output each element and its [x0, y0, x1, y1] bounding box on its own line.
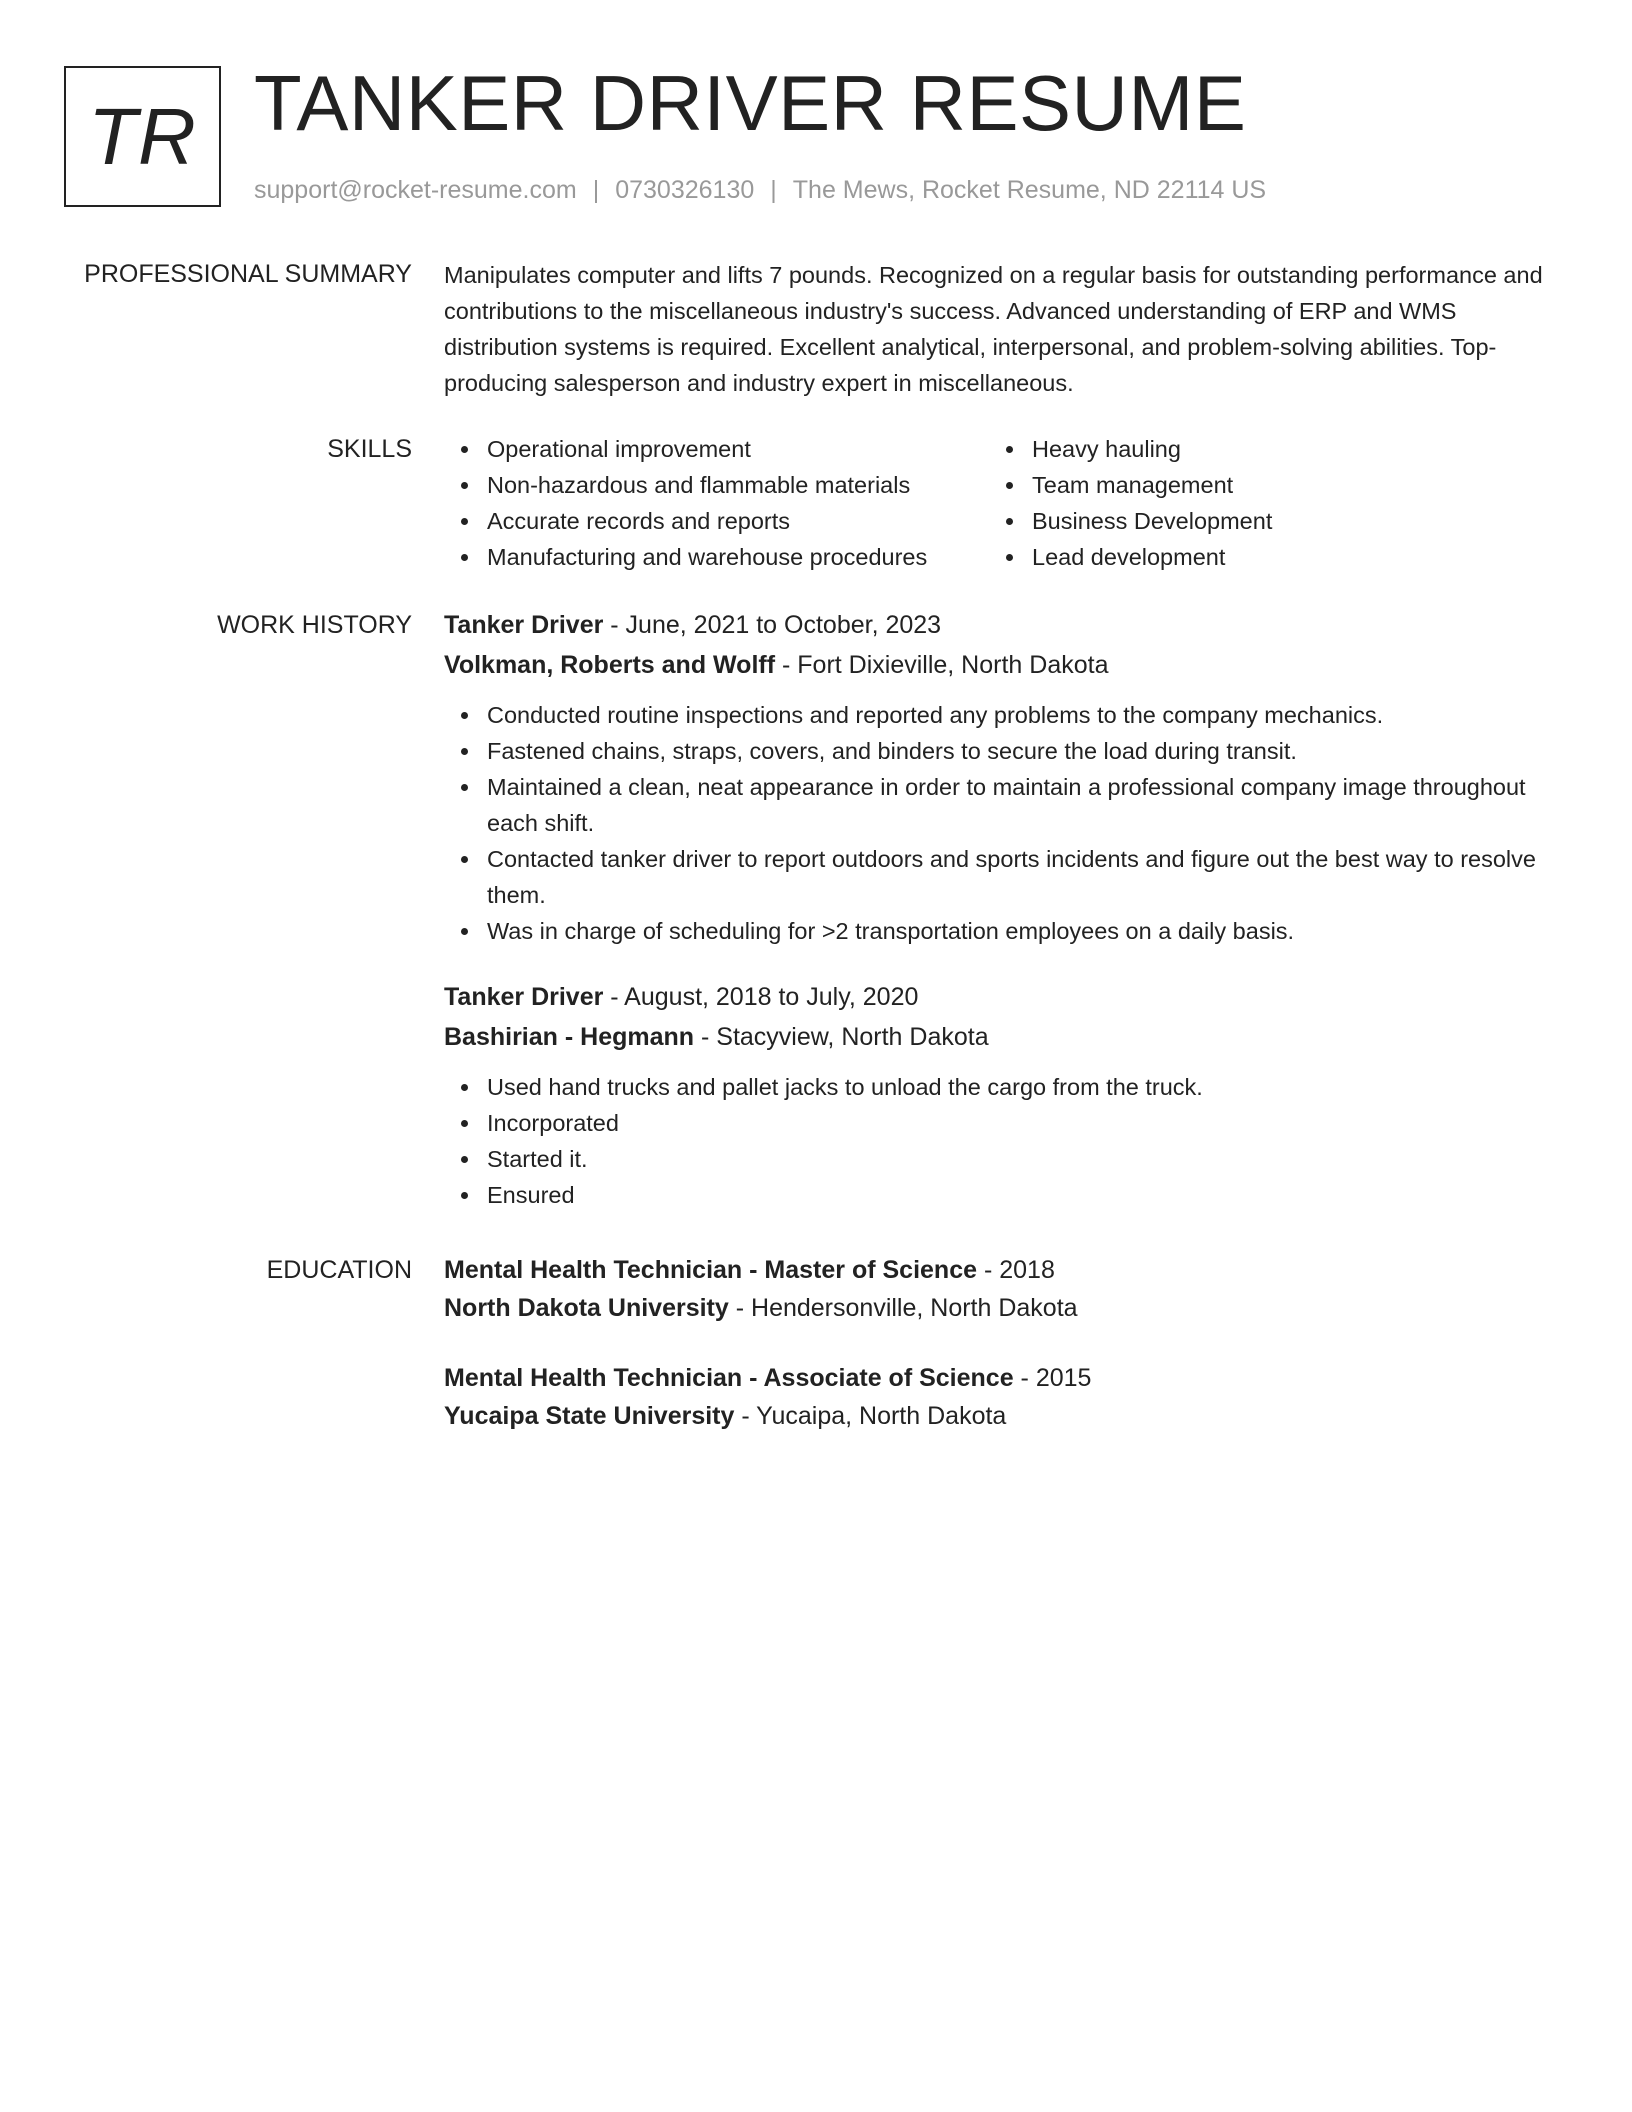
contact-line [254, 174, 1266, 206]
education-school: Yucaipa State University [444, 1402, 735, 1430]
work-history-section [444, 607, 1554, 1213]
education-school: North Dakota University [444, 1294, 729, 1322]
job-entry [444, 607, 1554, 949]
job-title-line [444, 607, 1554, 643]
education-entry [444, 1360, 1554, 1434]
contact-separator: | [592, 176, 600, 204]
section-label-skills: SKILLS [327, 435, 412, 463]
skills-list-left [444, 431, 989, 575]
education-location: - Hendersonville, North Dakota [728, 1294, 1078, 1322]
section-label-work-history: WORK HISTORY [217, 611, 412, 639]
skill-item: Heavy hauling [989, 431, 1489, 467]
skill-item: Operational improvement [444, 431, 989, 467]
summary-text: Manipulates computer and lifts 7 pounds. Recognized on a regular basis for outstanding performance and contributions to the miscellaneous industry's success. Advanced understanding of ERP and WMS distribution systems is required. Excellent analytical, interpersonal, and problem-solving abilities. Top-producing salesperson and industry expert in miscellaneous. [444, 262, 1543, 396]
job-duties-list [444, 1069, 1554, 1213]
job-title: Tanker Driver [444, 611, 604, 639]
education-year: - 2018 [977, 1256, 1055, 1284]
job-duties-list [444, 697, 1554, 949]
job-duty-item: Ensured [444, 1177, 1554, 1213]
resume-title: TANKER DRIVER RESUME [254, 59, 1247, 147]
education-entry [444, 1252, 1554, 1326]
skill-item: Manufacturing and warehouse procedures [444, 539, 989, 575]
education-section [444, 1252, 1554, 1434]
section-label-education: EDUCATION [266, 1256, 412, 1284]
job-location: - Stacyview, North Dakota [694, 1023, 989, 1051]
skill-item: Non-hazardous and flammable materials [444, 467, 989, 503]
job-location: - Fort Dixieville, North Dakota [775, 651, 1109, 679]
job-entry [444, 979, 1554, 1213]
skills-grid [444, 431, 1554, 575]
education-location: - Yucaipa, North Dakota [734, 1402, 1007, 1430]
job-duty-item: Conducted routine inspections and reported any problems to the company mechanics. [444, 697, 1554, 733]
contact-email: support@rocket-resume.com [254, 176, 577, 204]
summary-section [444, 257, 1554, 401]
education-degree: Mental Health Technician - Associate of Science [444, 1364, 1014, 1392]
education-degree-line [444, 1252, 1554, 1288]
monogram-box [64, 66, 221, 207]
job-duty-item: Started it. [444, 1141, 1554, 1177]
job-duty-item: Fastened chains, straps, covers, and binders to secure the load during transit. [444, 733, 1554, 769]
education-school-line [444, 1398, 1554, 1434]
education-degree-line [444, 1360, 1554, 1396]
job-duty-item: Was in charge of scheduling for >2 transportation employees on a daily basis. [444, 913, 1554, 949]
education-school-line [444, 1290, 1554, 1326]
contact-address: The Mews, Rocket Resume, ND 22114 US [792, 176, 1267, 204]
skill-item: Accurate records and reports [444, 503, 989, 539]
job-dates: - August, 2018 to July, 2020 [603, 983, 919, 1011]
monogram-text: TR [88, 91, 197, 181]
job-title-line [444, 979, 1554, 1015]
job-company-line [444, 647, 1554, 683]
skill-item: Business Development [989, 503, 1489, 539]
contact-phone: 0730326130 [615, 176, 755, 204]
section-label-summary: PROFESSIONAL SUMMARY [84, 260, 412, 288]
skills-section [444, 431, 1554, 575]
job-dates: - June, 2021 to October, 2023 [603, 611, 942, 639]
contact-separator: | [770, 176, 777, 204]
skill-item: Team management [989, 467, 1489, 503]
job-duty-item: Incorporated [444, 1105, 1554, 1141]
job-title: Tanker Driver [444, 983, 604, 1011]
job-duty-item: Used hand trucks and pallet jacks to unload the cargo from the truck. [444, 1069, 1554, 1105]
education-degree: Mental Health Technician - Master of Science [444, 1256, 978, 1284]
job-company: Volkman, Roberts and Wolff [444, 651, 776, 679]
skill-item: Lead development [989, 539, 1489, 575]
job-duty-item: Maintained a clean, neat appearance in order to maintain a professional company image throughout each shift. [444, 769, 1554, 841]
job-company: Bashirian - Hegmann [444, 1023, 695, 1051]
skills-list-right [989, 431, 1489, 575]
job-company-line [444, 1019, 1554, 1055]
job-duty-item: Contacted tanker driver to report outdoors and sports incidents and figure out the best way to resolve them. [444, 841, 1554, 913]
education-year: - 2015 [1013, 1364, 1092, 1392]
